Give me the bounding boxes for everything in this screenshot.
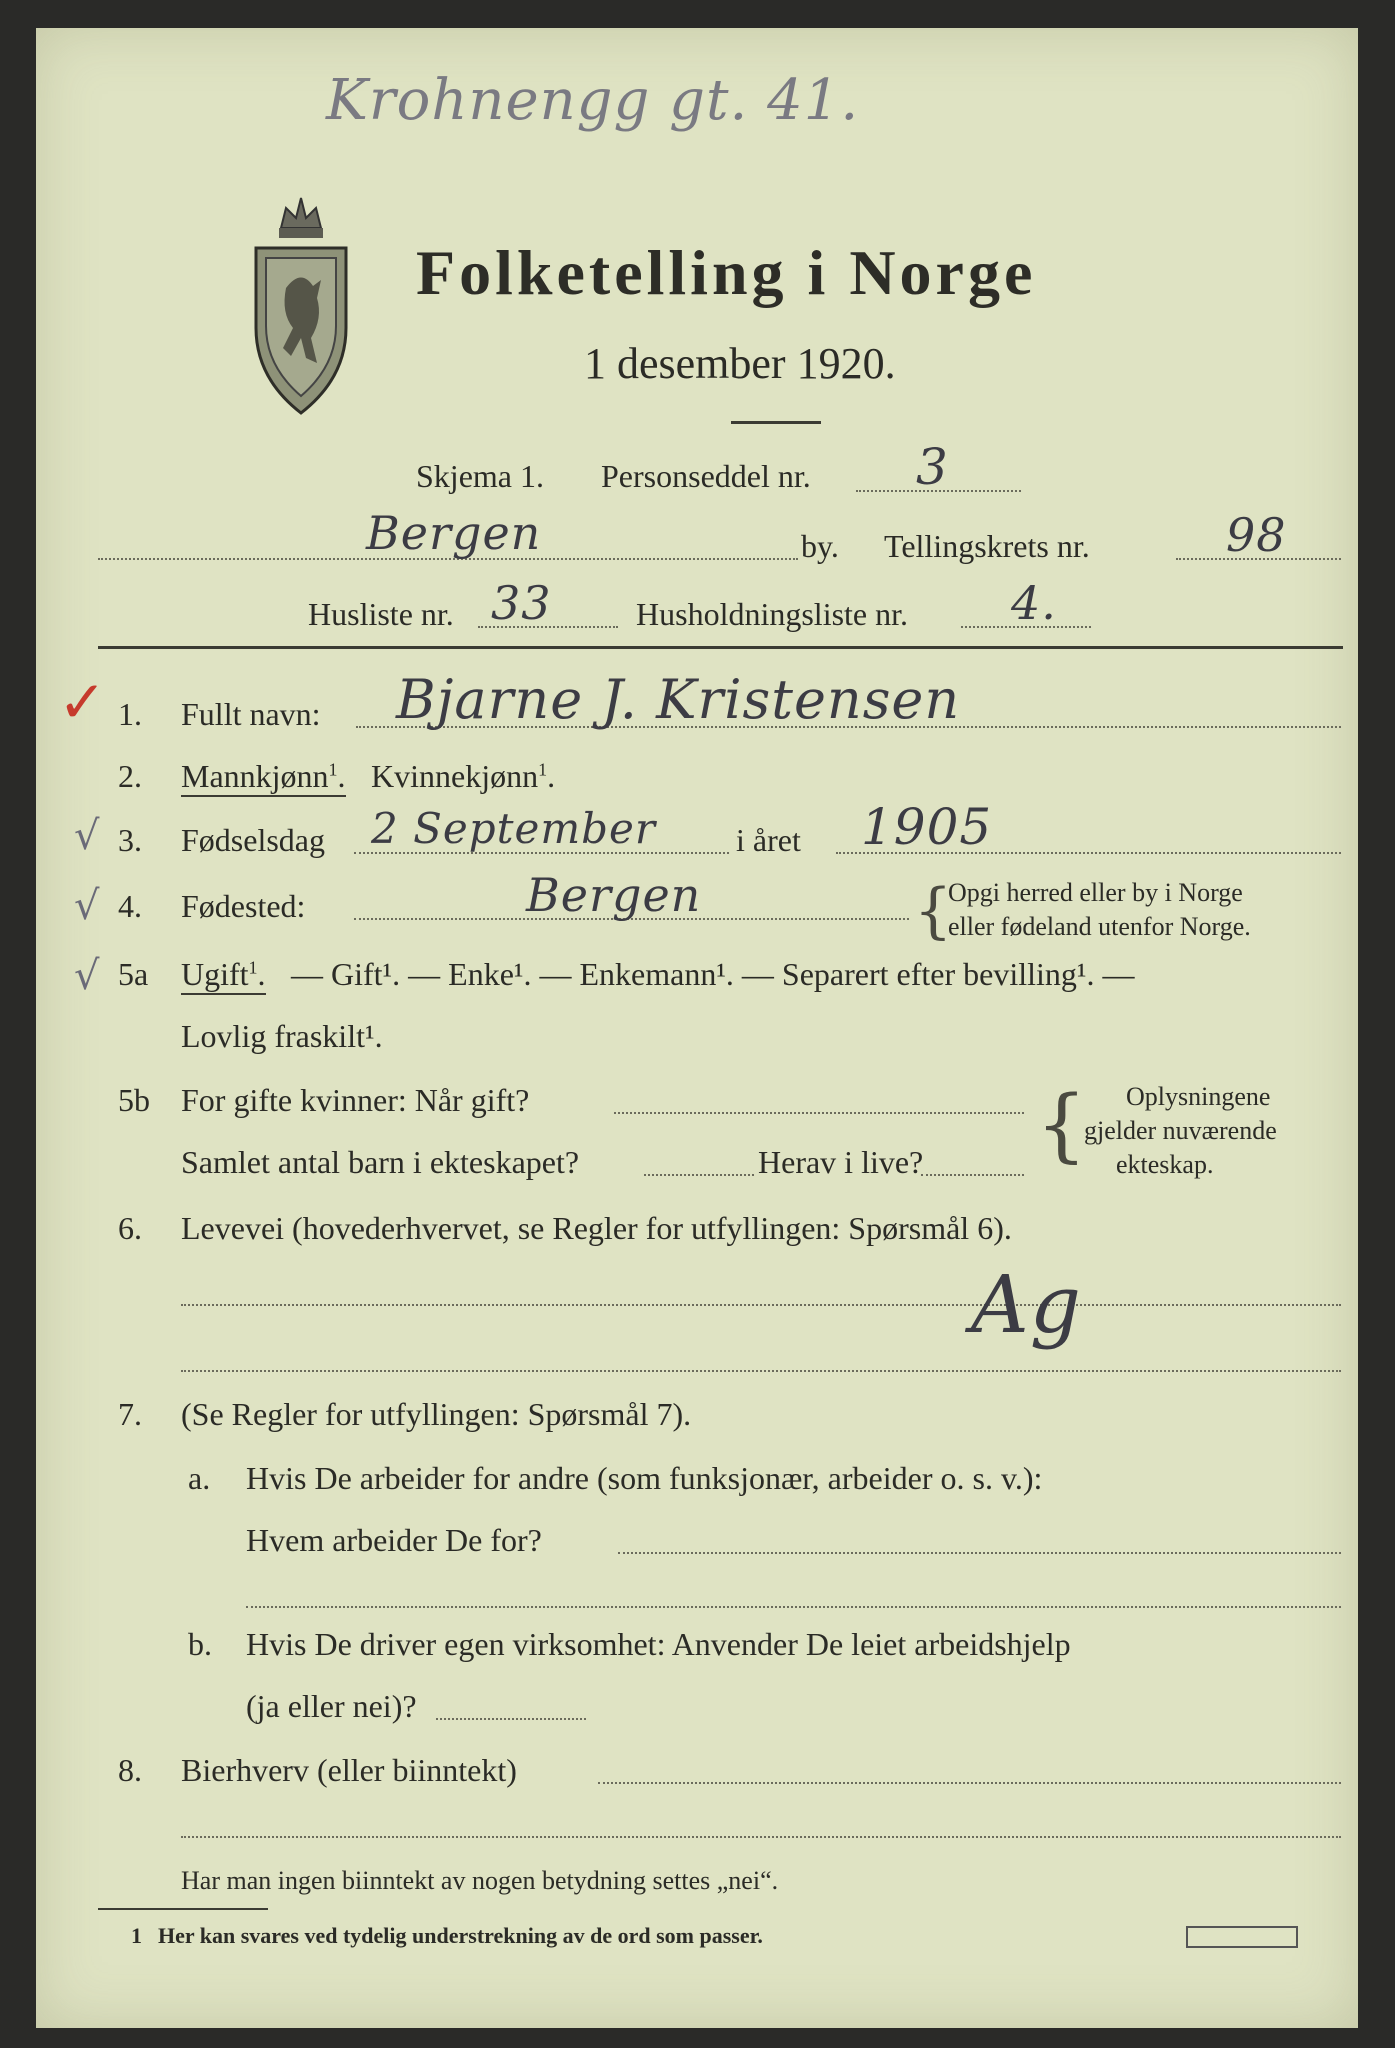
q8-label: Bierhverv (eller biinntekt) [181,1752,517,1788]
q5b-label: For gifte kvinner: Når gift? [181,1082,530,1118]
q4-brace: { [914,876,953,946]
q2-female: Kvinnekjønn$^1$. [371,758,556,794]
coat-of-arms-icon [251,188,351,418]
q5a-number: 5a [118,956,149,992]
q5a-check-mark: √ [74,953,100,999]
q3-year-label: i året [736,822,801,858]
q5b-brace: { [1036,1078,1087,1171]
q7a-line-1 [618,1552,1341,1554]
by-label: by. [801,528,839,564]
q1-number: 1. [118,696,142,732]
q8-line-2 [181,1836,1341,1838]
q5b-alive-label: Herav i live? [758,1144,924,1180]
personseddel-label: Personseddel nr. [601,458,811,494]
q7a-line-2 [246,1606,1341,1608]
q4-check-mark: √ [74,883,100,929]
q5b-married-line [614,1112,1024,1114]
q2-number: 2. [118,758,142,794]
q1-label: Fullt navn: [181,696,321,732]
q1-value: Bjarne J. Kristensen [396,668,961,731]
q3-label: Fødselsdag [181,822,325,858]
q6-line-1 [181,1304,1341,1306]
tellingskrets-label: Tellingskrets nr. [884,528,1090,564]
q6-line-2 [181,1370,1341,1372]
skjema-label: Skjema 1. [416,458,544,494]
q7b-letter: b. [188,1626,212,1662]
q3-year-value: 1905 [861,798,993,856]
q5a-line2: Lovlig fraskilt¹. [181,1018,383,1054]
footnote-text: Her kan svares ved tydelig understrekning av de ord som passer. [158,1923,763,1948]
red-check-mark: ✓ [58,668,107,736]
q7a-label: Hvis De arbeider for andre (som funksjonær, arbeider o. s. v.): [246,1460,1043,1496]
q3-number: 3. [118,822,142,858]
handwritten-address: Krohnengg gt. 41. [326,68,860,133]
q7a-letter: a. [188,1460,211,1496]
footer-note: Har man ingen biinntekt av nogen betydning settes „nei“. [181,1866,779,1895]
q5b-children-line [644,1174,754,1176]
census-form [36,28,1358,2028]
footnote-number: 1 [131,1923,142,1948]
tellingskrets-value: 98 [1226,508,1287,562]
q6-label: Levevei (hovederhvervet, se Regler for utfyllingen: Spørsmål 6). [181,1210,1012,1246]
census-date: 1 desember 1920. [584,339,896,388]
q5b-note-1: Oplysningene [1126,1082,1271,1111]
q7b-yesno-label: (ja eller nei)? [246,1688,417,1724]
q5a-options: — Gift¹. — Enke¹. — Enkemann¹. — Separert efter bevilling¹. — [291,956,1135,992]
form-title: Folketelling i Norge [416,237,1037,308]
q6-value: Ag [971,1258,1082,1351]
q2-male: Mannkjønn$^1$. [181,758,346,797]
q7b-line [436,1718,586,1720]
city-value: Bergen [366,506,542,560]
husliste-value: 33 [491,576,552,630]
q7a-who-label: Hvem arbeider De for? [246,1522,542,1558]
q5b-number: 5b [118,1082,150,1118]
q3-check-mark: √ [74,813,100,859]
q7-number: 7. [118,1396,142,1432]
husholdning-value: 4. [1011,576,1057,630]
q4-label: Fødested: [181,888,306,924]
q3-day-value: 2 September [371,804,656,853]
header-rule [98,646,1343,649]
husholdning-label: Husholdningsliste nr. [636,596,909,632]
personseddel-value: 3 [916,438,949,496]
q8-number: 8. [118,1752,142,1788]
q8-line-1 [598,1782,1341,1784]
q5b-note-2: gjelder nuværende [1084,1116,1277,1145]
q6-number: 6. [118,1210,142,1246]
printer-stamp-icon [1186,1926,1298,1948]
q4-note-2: eller fødeland utenfor Norge. [948,912,1251,941]
title-divider [731,421,821,424]
q7b-label: Hvis De driver egen virksomhet: Anvender De leiet arbeidshjelp [246,1626,1071,1662]
q4-note-1: Opgi herred eller by i Norge [948,878,1243,907]
husliste-label: Husliste nr. [308,596,454,632]
q5a-ugift: Ugift$^1$. [181,956,266,995]
q5b-alive-line [921,1174,1024,1176]
q4-value: Bergen [526,868,702,922]
q4-number: 4. [118,888,142,924]
q5b-children-label: Samlet antal barn i ekteskapet? [181,1144,580,1180]
q7-label: (Se Regler for utfyllingen: Spørsmål 7). [181,1396,692,1432]
footnote-rule [98,1908,268,1910]
q5b-note-3: ekteskap. [1116,1150,1214,1179]
